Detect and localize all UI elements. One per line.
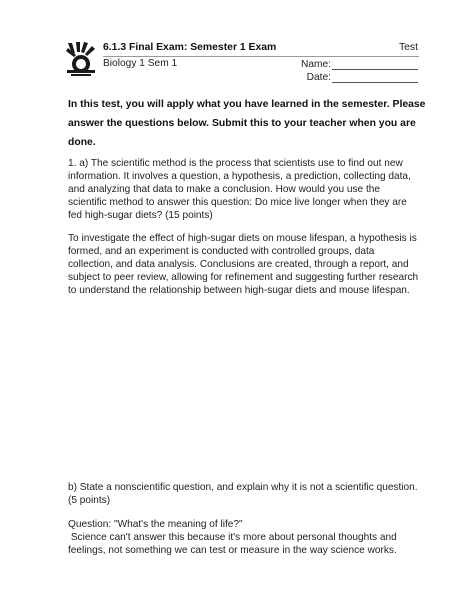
date-field-row (307, 72, 418, 83)
question-1a-answer[interactable]: To investigate the effect of high-sugar diets on mouse lifespan, a hypothesis is formed, and an experiment is conducted with controlled groups, data collection, and data analysis. Conclusions are created, through a report, and subject to peer review, allowing for refinement and suggesting further research to understand the relationship between high-sugar diets and mouse lifespan. (68, 233, 421, 296)
question-1b-prompt: b) State a nonscientific question, and explain why it is not a scientific question. (5 points) (68, 482, 421, 506)
question-1a-prompt: 1. a) The scientific method is the process that scientists use to find out new information. It involves a question, a hypothesis, a prediction, collecting data, and analyzing that data to make a conclusion. How would you use the scientific method to answer this question: Do mice live longer when they are fed high-sugar diets? (15 points) (68, 158, 414, 221)
course-name: Biology 1 Sem 1 (103, 58, 178, 69)
doc-type-label: Test (398, 42, 418, 53)
instructions: In this test, you will apply what you have learned in the semester. Please answer the questions below. Submit this to your teacher when you are done. (68, 99, 426, 148)
header-divider (103, 56, 419, 57)
name-label: Name: (300, 59, 331, 70)
name-field-row (301, 59, 418, 70)
question-1b-answer[interactable]: Question: "What's the meaning of life?" Science can't answer this because it's more about personal thoughts and feelings, not something we can test or measure in the way science works. (68, 519, 397, 556)
sunburst-logo-icon (66, 42, 96, 76)
name-input-line[interactable] (332, 59, 418, 70)
date-label: Date: (306, 72, 331, 83)
date-input-line[interactable] (332, 72, 418, 83)
exam-title: 6.1.3 Final Exam: Semester 1 Exam (103, 42, 277, 53)
